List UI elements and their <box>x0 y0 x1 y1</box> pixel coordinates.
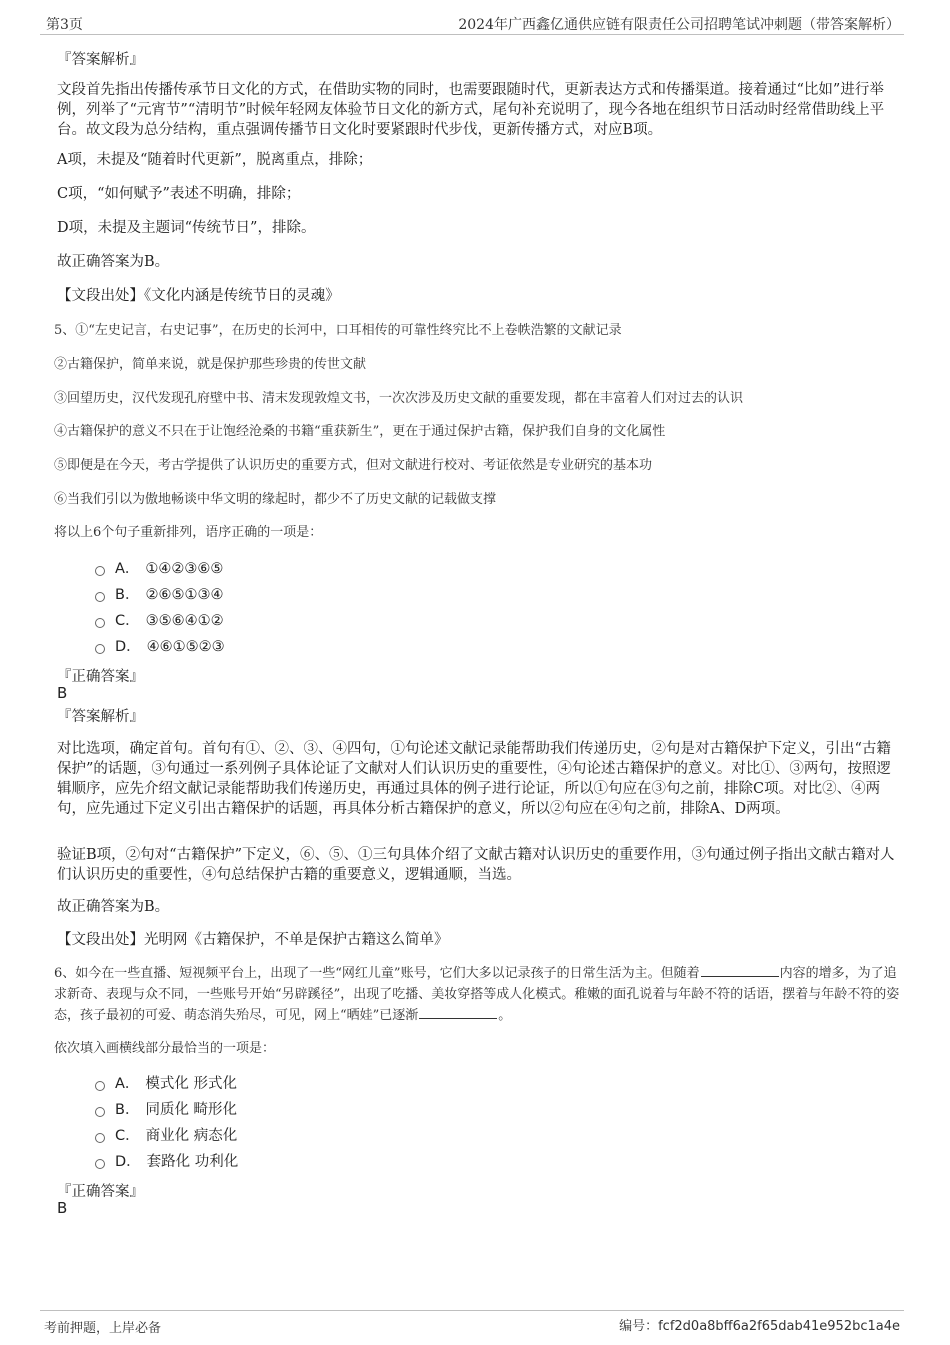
question-5-prompt: 将以上6个句子重新排列，语序正确的一项是： <box>54 525 323 540</box>
analysis-conclusion: 故正确答案为B。 <box>57 899 170 915</box>
correct-answer-label: 『正确答案』 <box>57 669 144 685</box>
correct-answer-label: 『正确答案』 <box>57 1184 144 1200</box>
fill-blank-2 <box>419 1017 497 1019</box>
source-citation: 【文段出处】光明网《古籍保护，不单是保护古籍这么简单》 <box>57 932 449 948</box>
question-6-option-a[interactable]: A． 模式化 形式化 <box>95 1074 237 1094</box>
correct-answer-value: B <box>57 684 68 702</box>
analysis-paragraph: A项，未提及“随着时代更新”，脱离重点，排除； <box>57 152 373 168</box>
radio-button-icon[interactable] <box>95 1133 105 1143</box>
question-5-sentence-5: ⑤即便是在今天，考古学提供了认识历史的重要方式，但对文献进行校对、考证依然是专业研究的基本功 <box>54 458 653 473</box>
page-footer <box>40 1310 904 1337</box>
question-5-option-c[interactable]: C． ③⑤⑥④①② <box>95 611 224 631</box>
question-5-sentence-6: ⑥当我们引以为傲地畅谈中华文明的缘起时，都少不了历史文献的记载做支撑 <box>54 492 497 507</box>
radio-button-icon[interactable] <box>95 1081 105 1091</box>
question-6-option-b[interactable]: B． 同质化 畸形化 <box>95 1100 237 1120</box>
footer-slogan: 考前押题，上岸必备 <box>44 1321 162 1336</box>
analysis-label: 『答案解析』 <box>57 709 144 725</box>
analysis-paragraph: 对比选项，确定首句。首句有①、②、③、④四句，①句论述文献记录能帮助我们传递历史，②句是对古籍保护下定义，引出“古籍保护”的话题，③句通过一系列例子具体论证了文献对人们认识历史的重要性，④句论述古籍保护的意义。对比①、③两句，按照逻辑顺序，应先介绍文献记录能帮助我们传递历史，再通过具体的例子进行论证，所以①句应在③句之前，排除C项。对比②、④两句，应先通过下定义引出古籍保护的话题，再具体分析古籍保护的意义，所以②句应在④句之前，排除A、D两项。 <box>57 741 891 817</box>
analysis-paragraph: D项，未提及主题词“传统节日”，排除。 <box>57 220 316 236</box>
question-6-stem: 6、如今在一些直播、短视频平台上，出现了一些“网红儿童”账号，它们大多以记录孩子的日常生活为主。但随着 内容的增多，为了追求新奇、表现与众不同，一些账号开始“另辟蹊径”，出现了吃播、美妆穿搭等成人化模式。稚嫩的面孔说着与年龄不符的话语，摆着与年龄不符的姿态，孩子最初的可爱、萌态消失殆尽，可见，网上“晒娃”已逐渐 。 <box>54 966 900 1023</box>
correct-answer-value: B <box>57 1199 68 1217</box>
question-6-option-c[interactable]: C． 商业化 病态化 <box>95 1126 237 1146</box>
page-number: 第3页 <box>46 17 83 33</box>
question-5-sentence-3: ③回望历史，汉代发现孔府壁中书、清末发现敦煌文书，一次次涉及历史文献的重要发现，都在丰富着人们对过去的认识 <box>54 391 744 406</box>
page-header <box>40 10 904 35</box>
question-5-option-b[interactable]: B． ②⑥⑤①③④ <box>95 585 223 605</box>
fill-blank-1 <box>701 975 779 977</box>
analysis-paragraph: C项，“如何赋予”表述不明确，排除； <box>57 186 301 202</box>
document-title: 2024年广西鑫亿通供应链有限责任公司招聘笔试冲刺题（带答案解析） <box>458 17 900 33</box>
radio-button-icon[interactable] <box>95 618 105 628</box>
analysis-label: 『答案解析』 <box>57 52 144 68</box>
document-code: 编号：fcf2d0a8bff6a2f65dab41e952bc1a4e <box>619 1319 900 1334</box>
radio-button-icon[interactable] <box>95 1159 105 1169</box>
question-6-prompt: 依次填入画横线部分最恰当的一项是： <box>54 1041 276 1056</box>
question-5-option-a[interactable]: A． ①④②③⑥⑤ <box>95 559 223 579</box>
analysis-paragraph: 文段首先指出传播传承节日文化的方式，在借助实物的同时，也需要跟随时代，更新表达方式和传播渠道。接着通过“比如”进行举例，列举了“元宵节”“清明节”时候年轻网友体验节日文化的新方式，尾句补充说明了，现今各地在组织节日活动时经常借助线上平台。故文段为总分结构，重点强调传播节日文化时要紧跟时代步伐，更新传播方式，对应B项。 <box>57 82 885 138</box>
question-5-sentence-4: ④古籍保护的意义不只在于让饱经沧桑的书籍“重获新生”，更在于通过保护古籍，保护我们自身的文化属性 <box>54 424 666 439</box>
question-5-option-d[interactable]: D． ④⑥①⑤②③ <box>95 637 225 657</box>
radio-button-icon[interactable] <box>95 1107 105 1117</box>
question-5-sentence-1: 5、①“左史记言，右史记事”，在历史的长河中，口耳相传的可靠性终究比不上卷帙浩繁的文献记录 <box>54 323 622 338</box>
analysis-paragraph: 验证B项，②句对“古籍保护”下定义，⑥、⑤、①三句具体介绍了文献古籍对认识历史的重要作用，③句通过例子指出文献古籍对人们认识历史的重要性，④句总结保护古籍的重要意义，逻辑通顺，当选。 <box>57 847 895 883</box>
radio-button-icon[interactable] <box>95 592 105 602</box>
question-5-sentence-2: ②古籍保护，简单来说，就是保护那些珍贵的传世文献 <box>54 357 367 372</box>
radio-button-icon[interactable] <box>95 644 105 654</box>
question-6-option-d[interactable]: D． 套路化 功利化 <box>95 1152 238 1172</box>
radio-button-icon[interactable] <box>95 566 105 576</box>
source-citation: 【文段出处】《文化内涵是传统节日的灵魂》 <box>57 288 340 304</box>
analysis-conclusion: 故正确答案为B。 <box>57 254 170 270</box>
